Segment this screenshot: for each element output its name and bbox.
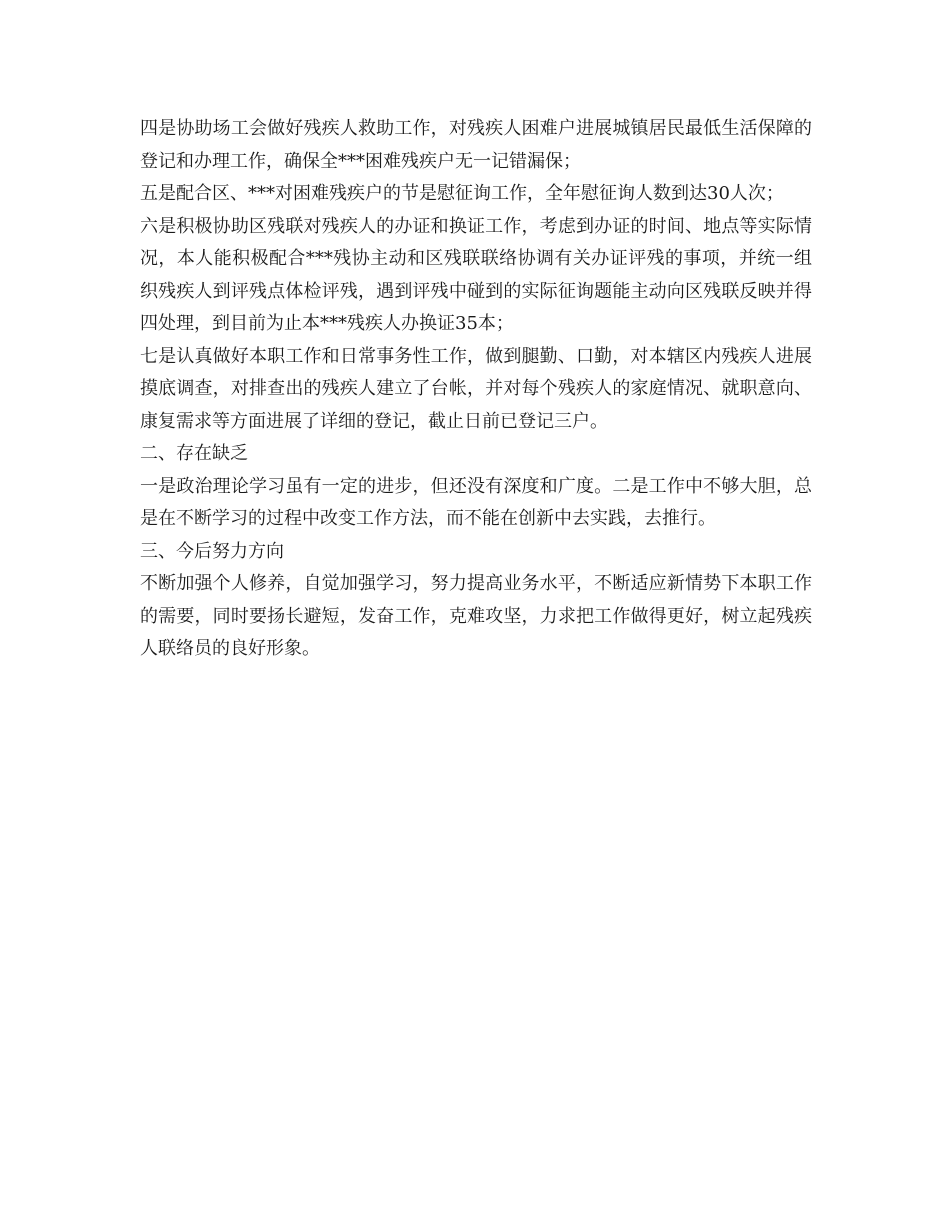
paragraph-item-5: 五是配合区、***对困难残疾户的节是慰征询工作，全年慰征询人数到达30人次；	[140, 183, 784, 204]
paragraph-item-4: 四是协助场工会做好残疾人救助工作，对残疾人困难户进展城镇居民最低生活保障的登记和办理工作，确保全***困难残疾户无一记错漏保；	[140, 118, 812, 172]
section-heading-future-direction: 三、今后努力方向	[140, 540, 284, 562]
future-direction-paragraph: 不断加强个人修养，自觉加强学习，努力提高业务水平，不断适应新情势下本职工作的需要，同时要扬长避短，发奋工作，克难攻坚，力求把工作做得更好，树立起残疾人联络员的良好形象。	[140, 573, 812, 659]
shortcomings-paragraph: 一是政治理论学习虽有一定的进步，但还没有深度和广度。二是工作中不够大胆，总是在不断学习的过程中改变工作方法，而不能在创新中去实践，去推行。	[140, 475, 812, 529]
paragraph-item-7: 七是认真做好本职工作和日常事务性工作，做到腿勤、口勤，对本辖区内残疾人进展摸底调查，对排查出的残疾人建立了台帐，并对每个残疾人的家庭情况、就职意向、康复需求等方面进展了详细的登记，截止日前已登记三户。	[140, 345, 812, 432]
paragraph-item-6: 六是积极协助区残联对残疾人的办证和换证工作，考虑到办证的时间、地点等实际情况，本人能积极配合***残协主动和区残联联络协调有关办证评残的事项，并统一组织残疾人到评残点体检评残，遇到评残中碰到的实际征询题能主动向区残联反映并得四处理，到目前为止本***残疾人办换证35本；	[140, 215, 812, 334]
section-heading-shortcomings: 二、存在缺乏	[140, 443, 248, 464]
document-body	[140, 113, 812, 666]
